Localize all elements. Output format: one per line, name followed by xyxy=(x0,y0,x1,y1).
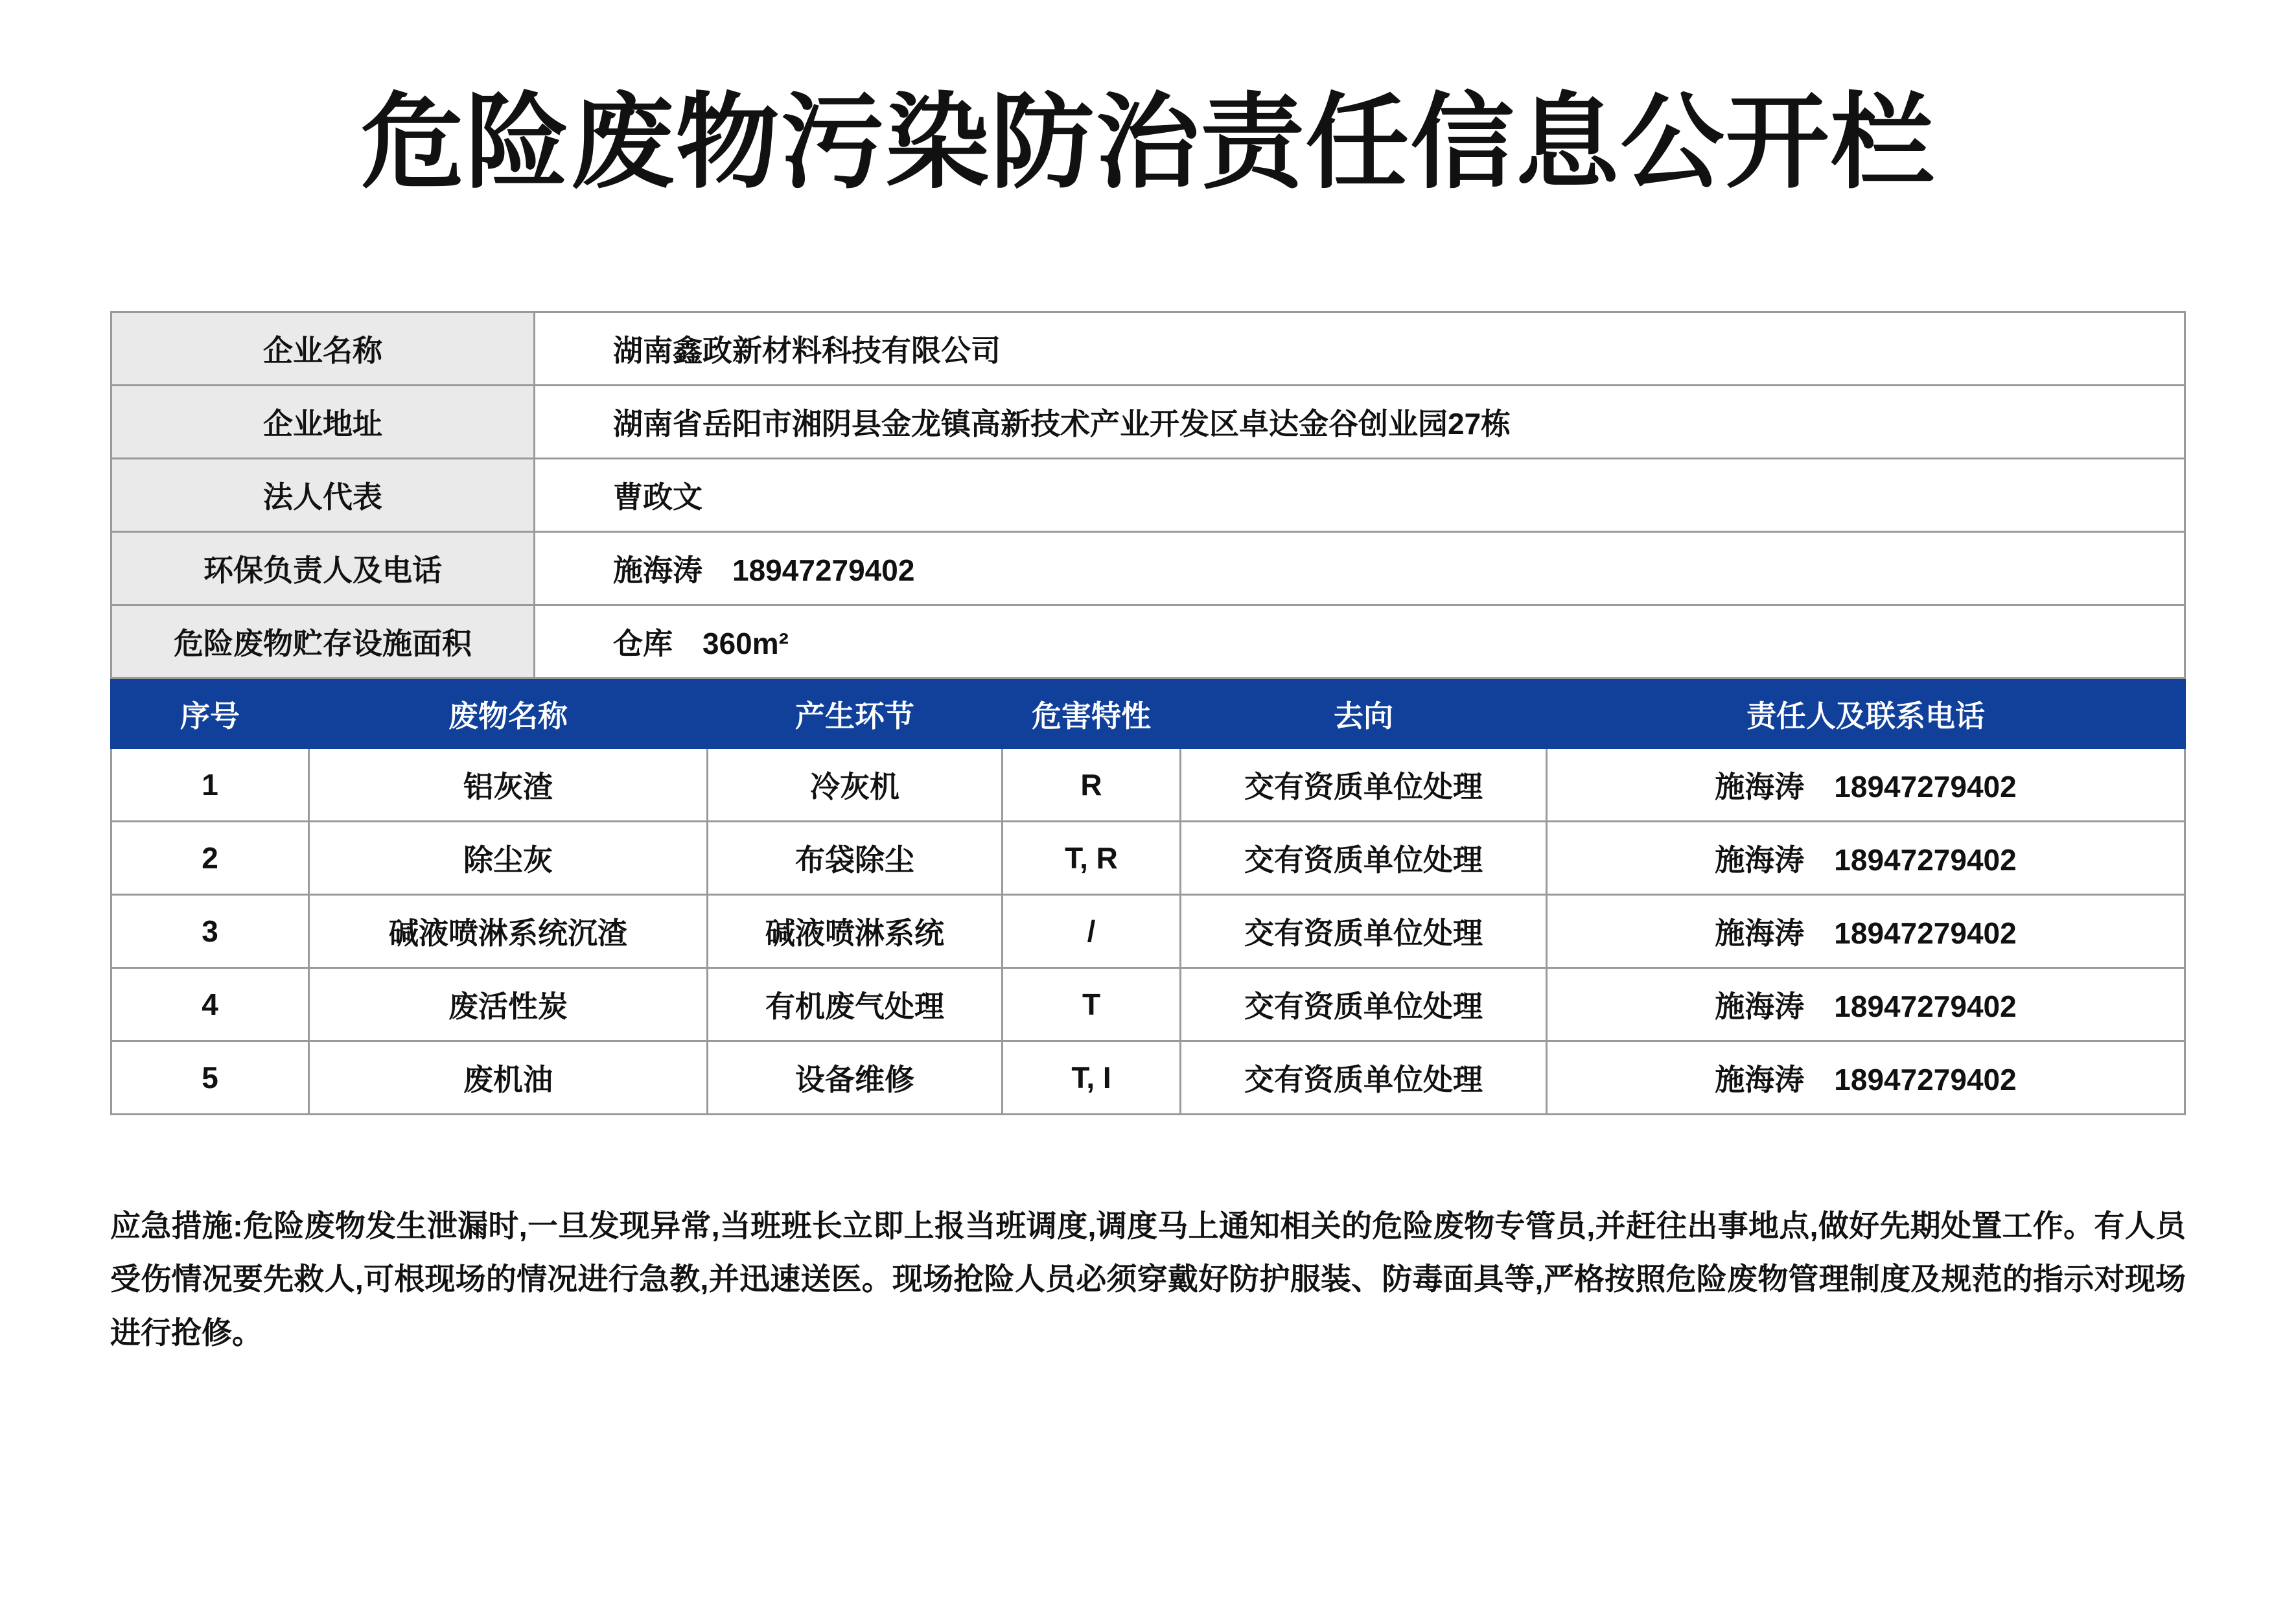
table-row xyxy=(111,748,2185,822)
column-header-hazard-property: 危害特性 xyxy=(1003,680,1181,748)
info-value-company-name: 湖南鑫政新材料科技有限公司 xyxy=(535,312,2185,386)
cell-index: 1 xyxy=(111,748,309,822)
page-title: 危险废物污染防治责任信息公开栏 xyxy=(360,82,1936,203)
table-row xyxy=(111,1041,2185,1115)
table-row xyxy=(111,532,2185,605)
company-info-table xyxy=(110,311,2186,679)
cell-waste-name: 除尘灰 xyxy=(309,822,708,895)
cell-destination: 交有资质单位处理 xyxy=(1181,968,1547,1041)
cell-responsible-person: 施海涛 18947279402 xyxy=(1547,895,2185,968)
cell-waste-name: 废活性炭 xyxy=(309,968,708,1041)
cell-responsible-person: 施海涛 18947279402 xyxy=(1547,1041,2185,1115)
cell-responsible-person: 施海涛 18947279402 xyxy=(1547,822,2185,895)
cell-hazard-property: / xyxy=(1003,895,1181,968)
cell-index: 4 xyxy=(111,968,309,1041)
table-row xyxy=(111,312,2185,386)
cell-waste-name: 铝灰渣 xyxy=(309,748,708,822)
cell-destination: 交有资质单位处理 xyxy=(1181,748,1547,822)
cell-responsible-person: 施海涛 18947279402 xyxy=(1547,968,2185,1041)
info-label-legal-representative: 法人代表 xyxy=(111,459,535,532)
emergency-measures-paragraph xyxy=(110,1199,2186,1360)
table-row xyxy=(111,605,2185,678)
column-header-waste-name: 废物名称 xyxy=(309,680,708,748)
cell-responsible-person: 施海涛 18947279402 xyxy=(1547,748,2185,822)
cell-destination: 交有资质单位处理 xyxy=(1181,895,1547,968)
column-header-generation-stage: 产生环节 xyxy=(708,680,1003,748)
cell-generation-stage: 设备维修 xyxy=(708,1041,1003,1115)
cell-hazard-property: T xyxy=(1003,968,1181,1041)
cell-hazard-property: R xyxy=(1003,748,1181,822)
emergency-measures-body: 危险废物发生泄漏时,一旦发现异常,当班班长立即上报当班调度,调度马上通知相关的危险废物专管员,并赶往出事地点,做好先期处置工作。有人员受伤情况要先救人,可根现场的情况进行急教,并迅速送医。现场抢险人员必须穿戴好防护服装、防毒面具等,严格按照危险废物管理制度及规范的指示对现场进行抢修。 xyxy=(110,1209,2186,1350)
emergency-measures-heading: 应急措施: xyxy=(110,1209,243,1243)
cell-destination: 交有资质单位处理 xyxy=(1181,1041,1547,1115)
column-header-responsible-person: 责任人及联系电话 xyxy=(1547,680,2185,748)
table-row xyxy=(111,386,2185,459)
cell-hazard-property: T, I xyxy=(1003,1041,1181,1115)
info-label-env-officer: 环保负责人及电话 xyxy=(111,532,535,605)
info-label-company-address: 企业地址 xyxy=(111,386,535,459)
table-header-row xyxy=(111,680,2185,748)
info-value-env-officer: 施海涛 18947279402 xyxy=(535,532,2185,605)
info-value-company-address: 湖南省岳阳市湘阴县金龙镇高新技术产业开发区卓达金谷创业园27栋 xyxy=(535,386,2185,459)
info-value-storage-area: 仓库 360m² xyxy=(535,605,2185,678)
info-label-company-name: 企业名称 xyxy=(111,312,535,386)
cell-waste-name: 碱液喷淋系统沉渣 xyxy=(309,895,708,968)
table-row xyxy=(111,822,2185,895)
table-row xyxy=(111,968,2185,1041)
cell-index: 2 xyxy=(111,822,309,895)
cell-index: 5 xyxy=(111,1041,309,1115)
table-row xyxy=(111,459,2185,532)
column-header-index: 序号 xyxy=(111,680,309,748)
cell-generation-stage: 碱液喷淋系统 xyxy=(708,895,1003,968)
column-header-destination: 去向 xyxy=(1181,680,1547,748)
info-value-legal-representative: 曹政文 xyxy=(535,459,2185,532)
cell-generation-stage: 布袋除尘 xyxy=(708,822,1003,895)
public-disclosure-board xyxy=(0,82,2296,1622)
info-label-storage-area: 危险废物贮存设施面积 xyxy=(111,605,535,678)
cell-index: 3 xyxy=(111,895,309,968)
cell-destination: 交有资质单位处理 xyxy=(1181,822,1547,895)
cell-waste-name: 废机油 xyxy=(309,1041,708,1115)
cell-generation-stage: 冷灰机 xyxy=(708,748,1003,822)
table-row xyxy=(111,895,2185,968)
cell-generation-stage: 有机废气处理 xyxy=(708,968,1003,1041)
hazardous-waste-table xyxy=(110,679,2186,1115)
cell-hazard-property: T, R xyxy=(1003,822,1181,895)
